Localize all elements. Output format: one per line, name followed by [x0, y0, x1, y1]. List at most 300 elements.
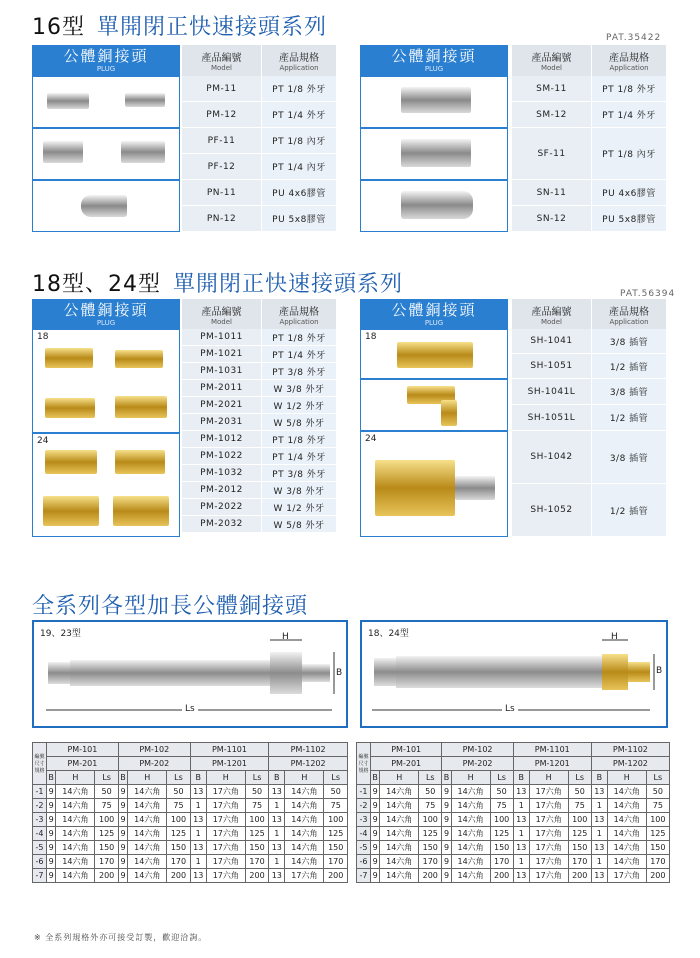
size-label-18: 18 [37, 332, 49, 342]
value-cell: 200 [324, 869, 348, 883]
value-cell: 14六角 [128, 841, 167, 855]
value-cell: 14六角 [285, 827, 324, 841]
group-model-top: PM-102 [118, 743, 190, 757]
s1-left-plug-header [32, 45, 180, 76]
model-header [182, 299, 262, 329]
value-cell: 9 [442, 813, 451, 827]
product-row [512, 379, 667, 405]
model-header [182, 45, 262, 76]
column-header: Ls [568, 771, 591, 785]
value-cell: 14六角 [607, 827, 646, 841]
group-model-top: PM-102 [442, 743, 513, 757]
value-cell: 9 [47, 841, 56, 855]
corner-label: 規格 [34, 768, 45, 774]
value-cell: 14六角 [451, 827, 490, 841]
value-cell: 14六角 [451, 799, 490, 813]
application-header [592, 299, 667, 329]
tube-body [396, 656, 602, 688]
table-row [357, 813, 670, 827]
value-cell: 9 [371, 827, 380, 841]
value-cell: 14六角 [451, 785, 490, 799]
spec-cell: W 5/8 外牙 [262, 414, 337, 431]
value-cell: 14六角 [128, 799, 167, 813]
column-header: H [607, 771, 646, 785]
thread-end [48, 662, 70, 684]
group-model-second: PM-201 [47, 757, 119, 771]
fitting-image [115, 350, 163, 368]
spec-cell: 1/2 插管 [592, 484, 667, 537]
value-cell: 9 [118, 869, 127, 883]
spec-cell: 3/8 插管 [592, 329, 667, 354]
group-model-top: PM-1101 [513, 743, 591, 757]
value-cell: 14六角 [56, 827, 95, 841]
diagram-label: 19、23型 [40, 629, 81, 639]
group-model-top: PM-1101 [190, 743, 269, 757]
application-header [262, 45, 337, 76]
fitting-image [81, 195, 127, 217]
plug-header-cn: 公體銅接頭 [391, 47, 477, 65]
value-cell: 170 [245, 855, 268, 869]
table-row [33, 869, 348, 883]
column-header: Ls [245, 771, 268, 785]
value-cell: 125 [419, 827, 442, 841]
column-header: B [47, 771, 56, 785]
fitting-image [113, 496, 169, 526]
table-row [33, 841, 348, 855]
product-row [182, 380, 337, 397]
application-header-cn: 產品規格 [279, 306, 319, 318]
value-cell: 150 [245, 841, 268, 855]
value-cell: 75 [324, 799, 348, 813]
spec-cell: 1/2 插管 [592, 405, 667, 431]
value-cell: 9 [118, 841, 127, 855]
model-header-en: Model [210, 64, 233, 72]
corner-label: 尺寸 [34, 761, 45, 767]
value-cell: 9 [371, 799, 380, 813]
s1-sm-image [360, 76, 508, 128]
model-cell: PN-11 [182, 180, 262, 206]
size-code-cell: -2 [357, 799, 371, 813]
group-model-top: PM-1102 [591, 743, 669, 757]
model-cell: PM-12 [182, 102, 262, 128]
spec-cell: 1/2 插管 [592, 354, 667, 379]
model-cell: PF-11 [182, 128, 262, 154]
value-cell: 13 [269, 785, 285, 799]
table-row [33, 855, 348, 869]
spec-cell: PT 1/8 外牙 [262, 329, 337, 346]
value-cell: 14六角 [451, 869, 490, 883]
column-header: B [442, 771, 451, 785]
corner-cell [357, 743, 371, 785]
product-row [182, 329, 337, 346]
value-cell: 1 [269, 827, 285, 841]
model-header-cn: 產品編號 [531, 53, 572, 64]
size-code-cell: -1 [357, 785, 371, 799]
size-code-cell: -6 [357, 855, 371, 869]
diagram-18-24 [360, 620, 668, 728]
value-cell: 9 [442, 855, 451, 869]
group-model-second: PM-202 [118, 757, 190, 771]
column-header: B [269, 771, 285, 785]
model-cell: PM-1022 [182, 448, 262, 465]
value-cell: 17六角 [529, 855, 568, 869]
fitting-image [45, 348, 93, 368]
footnote: ※ 全系列規格外亦可接受訂製，歡迎洽詢。 [34, 933, 208, 942]
application-header-en: Application [609, 317, 649, 326]
group-model-top: PM-101 [47, 743, 119, 757]
model-cell: SH-1041L [512, 379, 592, 405]
product-row [512, 206, 667, 232]
fitting-image [121, 141, 165, 163]
value-cell: 170 [490, 855, 513, 869]
model-header-en: Model [210, 317, 233, 326]
model-cell: PM-2021 [182, 397, 262, 414]
column-header: H [128, 771, 167, 785]
value-cell: 14六角 [607, 855, 646, 869]
value-cell: 17六角 [529, 841, 568, 855]
value-cell: 17六角 [206, 813, 245, 827]
value-cell: 17六角 [529, 813, 568, 827]
value-cell: 9 [371, 869, 380, 883]
value-cell: 14六角 [56, 799, 95, 813]
value-cell: 9 [47, 799, 56, 813]
column-header: H [529, 771, 568, 785]
model-cell: SM-12 [512, 102, 592, 128]
section2-title-b: 單開閉正快速接頭系列 [173, 272, 404, 297]
section2-title [32, 267, 403, 298]
model-cell: SH-1042 [512, 431, 592, 484]
spec-cell: PT 1/8 內牙 [262, 128, 337, 154]
value-cell: 13 [591, 869, 607, 883]
model-header-cn: 產品編號 [531, 306, 572, 318]
value-cell: 170 [646, 855, 669, 869]
value-cell: 13 [190, 869, 206, 883]
spec-table-left [32, 742, 348, 883]
spec-cell: PT 1/8 外牙 [262, 76, 337, 102]
product-row [182, 397, 337, 414]
value-cell: 150 [167, 841, 190, 855]
value-cell: 75 [245, 799, 268, 813]
value-cell: 75 [95, 799, 118, 813]
model-cell: SF-11 [512, 128, 592, 180]
value-cell: 13 [190, 841, 206, 855]
value-cell: 9 [118, 855, 127, 869]
fitting-image [375, 460, 455, 516]
value-cell: 100 [490, 813, 513, 827]
table-row [33, 827, 348, 841]
value-cell: 125 [646, 827, 669, 841]
group-model-second: PM-1202 [591, 757, 669, 771]
s1-pn-image [32, 180, 180, 232]
value-cell: 14六角 [56, 813, 95, 827]
table-row [357, 841, 670, 855]
value-cell: 200 [245, 869, 268, 883]
value-cell: 13 [269, 841, 285, 855]
value-cell: 13 [591, 785, 607, 799]
model-cell: PM-2022 [182, 499, 262, 516]
value-cell: 14六角 [607, 799, 646, 813]
application-header-cn: 產品規格 [609, 53, 649, 64]
value-cell: 14六角 [285, 813, 324, 827]
spec-cell: PT 3/8 外牙 [262, 363, 337, 380]
value-cell: 75 [646, 799, 669, 813]
spec-cell: W 3/8 外牙 [262, 380, 337, 397]
value-cell: 17六角 [529, 785, 568, 799]
corner-label: 規格 [358, 768, 369, 774]
value-cell: 1 [591, 855, 607, 869]
value-cell: 17六角 [285, 869, 324, 883]
value-cell: 75 [490, 799, 513, 813]
model-cell: PN-12 [182, 206, 262, 232]
s1-left-table [182, 45, 337, 232]
size-label-24: 24 [37, 436, 49, 446]
value-cell: 14六角 [56, 785, 95, 799]
value-cell: 150 [646, 841, 669, 855]
product-row [182, 499, 337, 516]
value-cell: 150 [324, 841, 348, 855]
value-cell: 1 [513, 855, 529, 869]
value-cell: 125 [568, 827, 591, 841]
value-cell: 9 [118, 799, 127, 813]
value-cell: 100 [95, 813, 118, 827]
thread-end [374, 658, 396, 686]
product-row [182, 516, 337, 533]
value-cell: 9 [371, 841, 380, 855]
group-model-top: PM-1102 [269, 743, 348, 757]
value-cell: 9 [118, 827, 127, 841]
value-cell: 14六角 [128, 827, 167, 841]
spec-cell: PU 5x8膠管 [592, 206, 667, 232]
value-cell: 9 [442, 785, 451, 799]
table-row [357, 785, 670, 799]
size-code-cell: -5 [33, 841, 47, 855]
value-cell: 125 [245, 827, 268, 841]
value-cell: 150 [95, 841, 118, 855]
spec-cell: PT 3/8 外牙 [262, 465, 337, 482]
s2-18-images [32, 329, 180, 433]
model-cell: PM-2012 [182, 482, 262, 499]
s2-left-plug-header [32, 299, 180, 329]
application-header-en: Application [279, 64, 319, 72]
value-cell: 9 [47, 855, 56, 869]
model-cell: PM-1011 [182, 329, 262, 346]
s2-shl-image [360, 379, 508, 431]
value-cell: 14六角 [607, 785, 646, 799]
product-row [182, 154, 337, 180]
dim-h-label: H [611, 632, 618, 642]
value-cell: 50 [95, 785, 118, 799]
spec-cell: W 3/8 外牙 [262, 482, 337, 499]
product-row [182, 180, 337, 206]
s1-pm-image [32, 76, 180, 128]
value-cell: 170 [95, 855, 118, 869]
value-cell: 125 [490, 827, 513, 841]
product-row [512, 354, 667, 379]
product-row [512, 484, 667, 537]
product-row [512, 102, 667, 128]
section2-title-a: 18型、24型 [32, 272, 161, 297]
diagram-label: 18、24型 [368, 629, 409, 639]
value-cell: 13 [513, 841, 529, 855]
corner-label: 尺寸 [358, 761, 369, 767]
application-header [592, 45, 667, 76]
value-cell: 1 [190, 855, 206, 869]
model-header-cn: 產品編號 [201, 53, 242, 64]
model-cell: SH-1052 [512, 484, 592, 537]
header-row-2 [33, 757, 348, 771]
spec-cell: PU 4x6膠管 [262, 180, 337, 206]
s2-sh24-image [360, 431, 508, 537]
value-cell: 13 [513, 785, 529, 799]
table-row [33, 799, 348, 813]
value-cell: 1 [190, 799, 206, 813]
group-model-second: PM-202 [442, 757, 513, 771]
model-cell: SM-11 [512, 76, 592, 102]
value-cell: 100 [419, 813, 442, 827]
fitting-image [401, 87, 471, 113]
value-cell: 14六角 [128, 813, 167, 827]
section3-title: 全系列各型加長公體銅接頭 [32, 594, 309, 619]
size-code-cell: -4 [357, 827, 371, 841]
spec-table-right [356, 742, 670, 883]
s2-24-images [32, 433, 180, 537]
size-code-cell: -3 [33, 813, 47, 827]
value-cell: 9 [47, 785, 56, 799]
product-row [182, 465, 337, 482]
dim-b-label: B [656, 666, 663, 676]
dim-h-label: H [282, 632, 289, 642]
spec-cell: PU 5x8膠管 [262, 206, 337, 232]
fitting-image [455, 476, 495, 500]
s2-right-table [512, 299, 667, 537]
value-cell: 17六角 [206, 785, 245, 799]
value-cell: 17六角 [206, 827, 245, 841]
model-header-cn: 產品編號 [201, 306, 242, 318]
model-cell: PF-12 [182, 154, 262, 180]
value-cell: 14六角 [56, 841, 95, 855]
product-row [182, 128, 337, 154]
column-header: H [206, 771, 245, 785]
value-cell: 13 [269, 813, 285, 827]
value-cell: 200 [490, 869, 513, 883]
product-row [182, 102, 337, 128]
dim-ls-label: Ls [502, 704, 518, 714]
group-model-second: PM-1202 [269, 757, 348, 771]
value-cell: 14六角 [380, 785, 419, 799]
value-cell: 50 [324, 785, 348, 799]
value-cell: 9 [47, 813, 56, 827]
size-code-cell: -2 [33, 799, 47, 813]
value-cell: 200 [95, 869, 118, 883]
fitting-image [125, 93, 165, 107]
column-header: B [513, 771, 529, 785]
size-label-24: 24 [365, 434, 377, 444]
size-code-cell: -7 [33, 869, 47, 883]
value-cell: 100 [245, 813, 268, 827]
spec-cell: PT 1/4 外牙 [262, 346, 337, 363]
plug-header-en: PLUG [424, 319, 444, 327]
value-cell: 13 [190, 813, 206, 827]
value-cell: 13 [190, 785, 206, 799]
model-cell: PM-11 [182, 76, 262, 102]
product-row [512, 329, 667, 354]
value-cell: 14六角 [380, 841, 419, 855]
product-row [512, 405, 667, 431]
table-row [33, 785, 348, 799]
size-code-cell: -4 [33, 827, 47, 841]
value-cell: 100 [568, 813, 591, 827]
product-row [512, 128, 667, 180]
model-header [512, 299, 592, 329]
application-header-cn: 產品規格 [279, 53, 319, 64]
table-row [357, 799, 670, 813]
size-code-cell: -6 [33, 855, 47, 869]
plug-tip [302, 664, 330, 682]
group-model-second: PM-1201 [190, 757, 269, 771]
product-row [182, 414, 337, 431]
fitting-image [401, 191, 473, 219]
s1-sn-image [360, 180, 508, 232]
table-row [357, 869, 670, 883]
value-cell: 9 [47, 869, 56, 883]
value-cell: 9 [118, 813, 127, 827]
value-cell: 14六角 [380, 799, 419, 813]
application-header-en: Application [609, 64, 649, 72]
value-cell: 17六角 [206, 869, 245, 883]
value-cell: 50 [245, 785, 268, 799]
section1-title [32, 10, 327, 41]
fitting-image [47, 93, 89, 109]
value-cell: 14六角 [380, 855, 419, 869]
column-header: H [380, 771, 419, 785]
value-cell: 13 [513, 813, 529, 827]
value-cell: 100 [167, 813, 190, 827]
column-header: B [190, 771, 206, 785]
application-header-en: Application [279, 317, 319, 326]
value-cell: 9 [47, 827, 56, 841]
s2-right-plug-header [360, 299, 508, 329]
value-cell: 200 [568, 869, 591, 883]
corner-label: 編號 [358, 754, 369, 760]
column-header: B [591, 771, 607, 785]
model-cell: SH-1041 [512, 329, 592, 354]
value-cell: 17六角 [529, 869, 568, 883]
value-cell: 9 [442, 869, 451, 883]
fitting-image [441, 400, 457, 426]
fitting-image [401, 139, 471, 167]
spec-cell: PT 1/8 外牙 [592, 76, 667, 102]
size-code-cell: -7 [357, 869, 371, 883]
table-row [357, 827, 670, 841]
product-row [512, 180, 667, 206]
column-header: Ls [324, 771, 348, 785]
size-code-cell: -3 [357, 813, 371, 827]
value-cell: 1 [591, 827, 607, 841]
value-cell: 1 [269, 799, 285, 813]
value-cell: 13 [269, 869, 285, 883]
application-header-cn: 產品規格 [609, 306, 649, 318]
product-row [512, 431, 667, 484]
product-row [182, 482, 337, 499]
model-header-en: Model [540, 64, 563, 72]
value-cell: 100 [646, 813, 669, 827]
header-row-2 [357, 757, 670, 771]
value-cell: 9 [442, 827, 451, 841]
header-row-1 [33, 743, 348, 757]
fitting-image [397, 342, 473, 368]
model-cell: PM-1021 [182, 346, 262, 363]
s1-sf-image [360, 128, 508, 180]
